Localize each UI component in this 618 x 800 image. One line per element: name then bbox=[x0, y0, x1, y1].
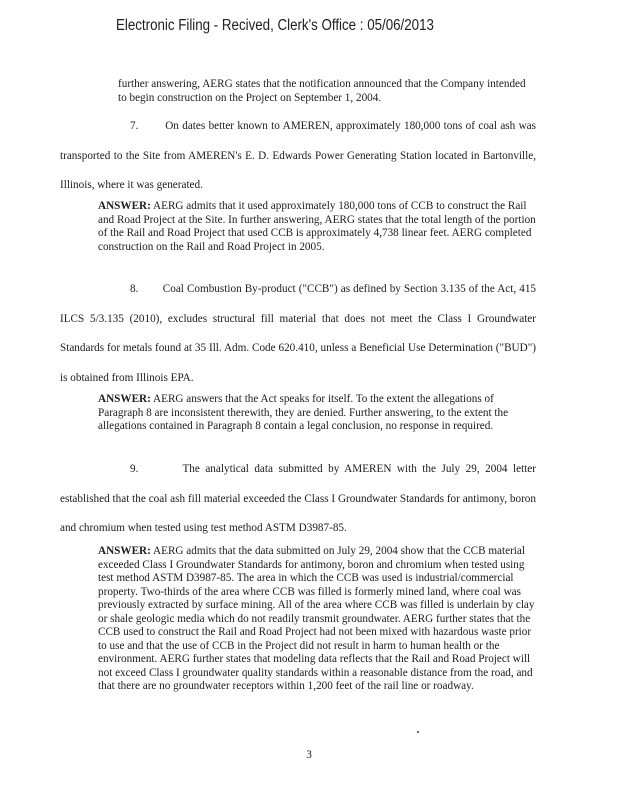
answer-7-lead: ANSWER: bbox=[98, 200, 151, 212]
paragraph-9-text: The analytical data submitted by AMEREN with the July 29, 2004 letter established that the coal ash fill material exceeded the Class I Groundwater Standards for antimony, boron and chromium when tested using test method ASTM D3987-85. bbox=[60, 463, 536, 535]
page-number: 3 bbox=[306, 749, 312, 761]
answer-continuation bbox=[118, 78, 534, 105]
scan-speck bbox=[417, 731, 419, 733]
paragraph-7 bbox=[60, 112, 536, 201]
answer-8-text: AERG answers that the Act speaks for itself. To the extent the allegations of Paragraph 8 are inconsistent therewith, they are denied. Further answering, to the extent the allegations contained in Paragraph 8 contain a legal conclusion, no response in required. bbox=[98, 393, 509, 432]
paragraph-8-text: Coal Combustion By-product ("CCB") as defined by Section 3.135 of the Act, 415 ILCS 5/3.135 (2010), excludes structural fill material that does not meet the Class I Groundwater Standards for metals found at 35 Ill. Adm. Code 620.410, unless a Beneficial Use Determination ("BUD") is obtained from Illinois EPA. bbox=[60, 283, 537, 385]
filing-stamp-header: Electronic Filing - Recived, Clerk's Office : 05/06/2013 bbox=[116, 17, 434, 34]
paragraph-9 bbox=[60, 455, 536, 544]
answer-9-lead: ANSWER: bbox=[98, 545, 151, 557]
answer-7-text: AERG admits that it used approximately 180,000 tons of CCB to construct the Rail and Road Project at the Site. In further answering, AERG states that the total length of the portion of the Rail and Road Project that used CCB is approximately 4,738 linear feet. AERG completed construction on the Rail and Road Project in 2005. bbox=[98, 200, 536, 253]
paragraph-7-text: On dates better known to AMEREN, approximately 180,000 tons of coal ash was transported to the Site from AMEREN's E. D. Edwards Power Generating Station located in Bartonville, Illinois, where it was generated. bbox=[60, 120, 537, 192]
paragraph-7-number: 7. bbox=[130, 120, 139, 132]
answer-8-lead: ANSWER: bbox=[98, 393, 151, 405]
paragraph-8-number: 8. bbox=[130, 283, 139, 295]
paragraph-9-number: 9. bbox=[130, 463, 139, 475]
answer-continuation-text: further answering, AERG states that the notification announced that the Company intended to begin construction on the Project on September 1, 2004. bbox=[118, 78, 526, 104]
answer-7 bbox=[98, 200, 536, 254]
answer-9 bbox=[98, 545, 536, 694]
paragraph-8 bbox=[60, 275, 536, 394]
answer-8 bbox=[98, 393, 536, 434]
answer-9-text: AERG admits that the data submitted on July 29, 2004 show that the CCB material exceeded Class I Groundwater Standards for antimony, boron and chromium when tested using test method ASTM D3987-85. The area in which the CCB was used is industrial/commercial property. Two-thirds of the area where CCB was filled is formerly mined land, where coal was previously extracted by surface mining. All of the area where CCB was filled is underlain by clay or shale geologic media which do not readily transmit groundwater. AERG further states that the CCB used to construct the Rail and Road Project had not been mixed with hazardous waste prior to use and that the use of CCB in the Project did not result in harm to human health or the environment. AERG further states that modeling data reflects that the Rail and Road Project will not exceed Class I groundwater quality standards within a reasonable distance from the road, and that there are no groundwater receptors within 1,200 feet of the rail line or roadway. bbox=[98, 545, 535, 692]
